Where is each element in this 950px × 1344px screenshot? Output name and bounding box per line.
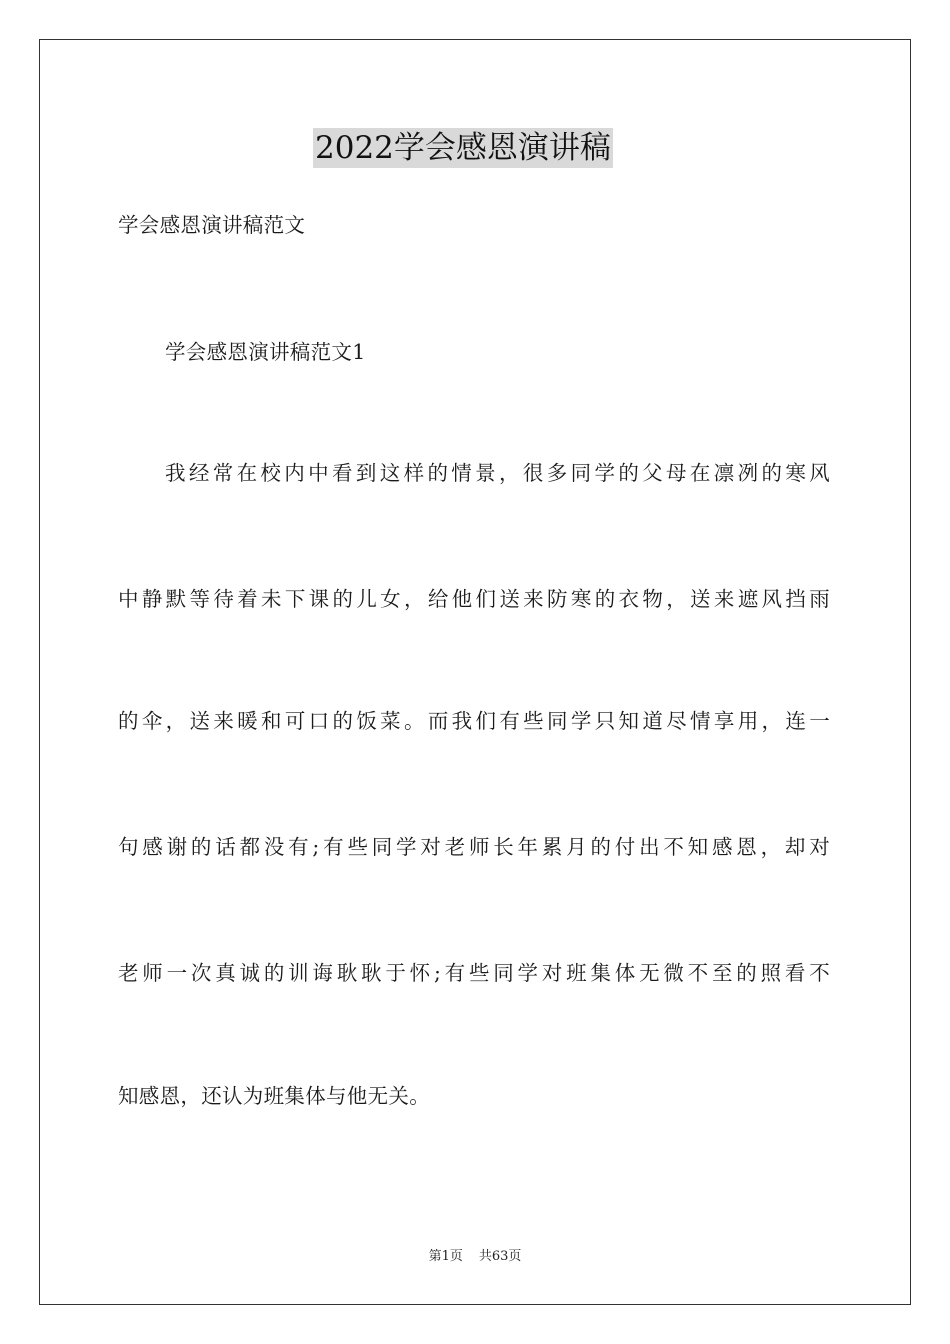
paragraph-line: 知感恩，还认为班集体与他无关。 xyxy=(118,1084,430,1108)
paragraph-line: 句感谢的话都没有;有些同学对老师长年累月的付出不知感恩，却对 xyxy=(118,835,830,859)
page-total: 共63页 xyxy=(478,1249,522,1264)
paragraph-line: 我经常在校内中看到这样的情景，很多同学的父母在凛冽的寒风 xyxy=(165,461,830,485)
paragraph-line: 中静默等待着未下课的儿女，给他们送来防寒的衣物，送来遮风挡雨 xyxy=(118,587,830,611)
paragraph-line: 的伞，送来暖和可口的饭菜。而我们有些同学只知道尽情享用，连一 xyxy=(118,709,830,733)
document-title: 2022学会感恩演讲稿 xyxy=(315,130,611,166)
document-subtitle: 学会感恩演讲稿范文 xyxy=(118,213,306,237)
paragraph-line: 老师一次真诚的训诲耿耿于怀;有些同学对班集体无微不至的照看不 xyxy=(118,961,830,985)
page-footer xyxy=(0,1248,950,1266)
section-heading: 学会感恩演讲稿范文1 xyxy=(165,340,366,364)
page-number: 第1页 xyxy=(428,1249,463,1264)
